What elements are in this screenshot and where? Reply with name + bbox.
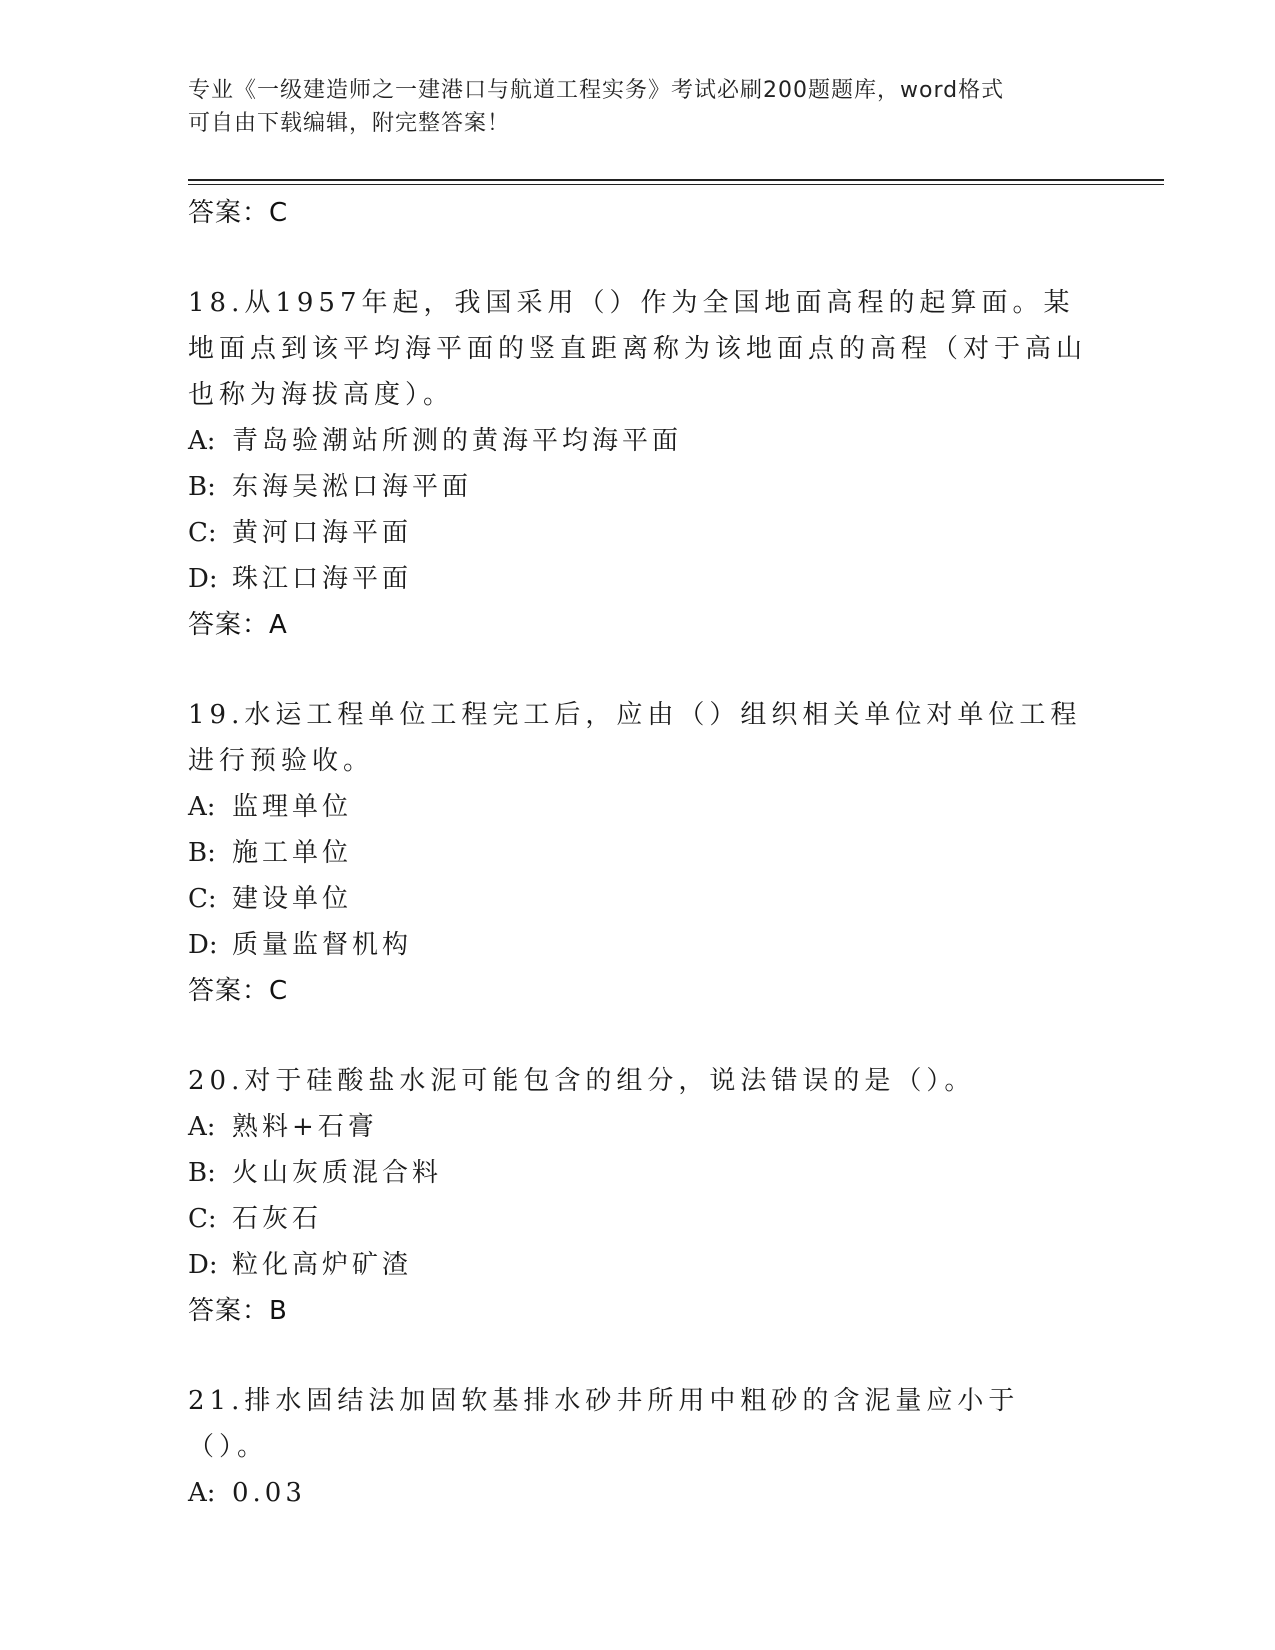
option-letter: A:: [188, 792, 216, 822]
option-letter: A:: [188, 426, 216, 456]
option-letter: D:: [188, 930, 218, 960]
option-text: 0.03: [232, 1478, 306, 1508]
document-body: [188, 190, 1088, 1516]
document-header: [188, 74, 1088, 140]
option-text: 施工单位: [232, 838, 353, 868]
option-letter: D:: [188, 1250, 218, 1280]
option-d: [188, 556, 1088, 602]
question-stem: 20.对于硅酸盐水泥可能包含的组分，说法错误的是（）。: [188, 1066, 976, 1096]
question-stem: 19.水运工程单位工程完工后，应由（）组织相关单位对单位工程进行预验收。: [188, 700, 1082, 776]
question-21: [188, 1378, 1088, 1516]
option-text: 粒化高炉矿渣: [232, 1250, 413, 1280]
option-letter: A:: [188, 1112, 216, 1142]
answer: 答案：B: [188, 1296, 288, 1326]
option-text: 石灰石: [232, 1204, 323, 1234]
previous-answer: 答案：C: [188, 198, 289, 228]
option-d: [188, 922, 1088, 968]
option-b: [188, 464, 1088, 510]
question-20: [188, 1058, 1088, 1334]
answer: 答案：C: [188, 976, 289, 1006]
option-text: 黄河口海平面: [232, 518, 413, 548]
option-c: [188, 1196, 1088, 1242]
option-d: [188, 1242, 1088, 1288]
option-a: [188, 1104, 1088, 1150]
question-19: [188, 692, 1088, 1014]
option-c: [188, 510, 1088, 556]
option-text: 质量监督机构: [232, 930, 413, 960]
option-letter: D:: [188, 564, 218, 594]
option-text: 东海吴淞口海平面: [232, 472, 473, 502]
option-text: 熟料+石膏: [232, 1112, 378, 1142]
option-a: [188, 1470, 1088, 1516]
option-text: 监理单位: [232, 792, 353, 822]
option-a: [188, 784, 1088, 830]
option-text: 青岛验潮站所测的黄海平均海平面: [232, 426, 683, 456]
answer: 答案：A: [188, 610, 288, 640]
question-stem: 21.排水固结法加固软基排水砂井所用中粗砂的含泥量应小于（）。: [188, 1386, 1020, 1462]
option-a: [188, 418, 1088, 464]
header-rule-thin: [188, 184, 1164, 185]
option-text: 火山灰质混合料: [232, 1158, 443, 1188]
option-letter: B:: [188, 472, 216, 502]
option-b: [188, 830, 1088, 876]
option-letter: C:: [188, 884, 217, 914]
option-letter: C:: [188, 518, 217, 548]
question-18: [188, 280, 1088, 648]
option-text: 建设单位: [232, 884, 353, 914]
option-letter: A:: [188, 1478, 216, 1508]
option-letter: C:: [188, 1204, 217, 1234]
header-rule-thick: [188, 179, 1164, 181]
question-stem: 18.从1957年起，我国采用（）作为全国地面高程的起算面。某地面点到该平均海平面的竖直距离称为该地面点的高程（对于高山也称为海拔高度）。: [188, 288, 1088, 410]
option-text: 珠江口海平面: [232, 564, 413, 594]
option-letter: B:: [188, 1158, 216, 1188]
header-line-1: 专业《一级建造师之一建港口与航道工程实务》考试必刷200题题库，word格式: [188, 78, 1005, 103]
option-letter: B:: [188, 838, 216, 868]
header-line-2: 可自由下载编辑，附完整答案！: [188, 111, 511, 136]
option-b: [188, 1150, 1088, 1196]
option-c: [188, 876, 1088, 922]
